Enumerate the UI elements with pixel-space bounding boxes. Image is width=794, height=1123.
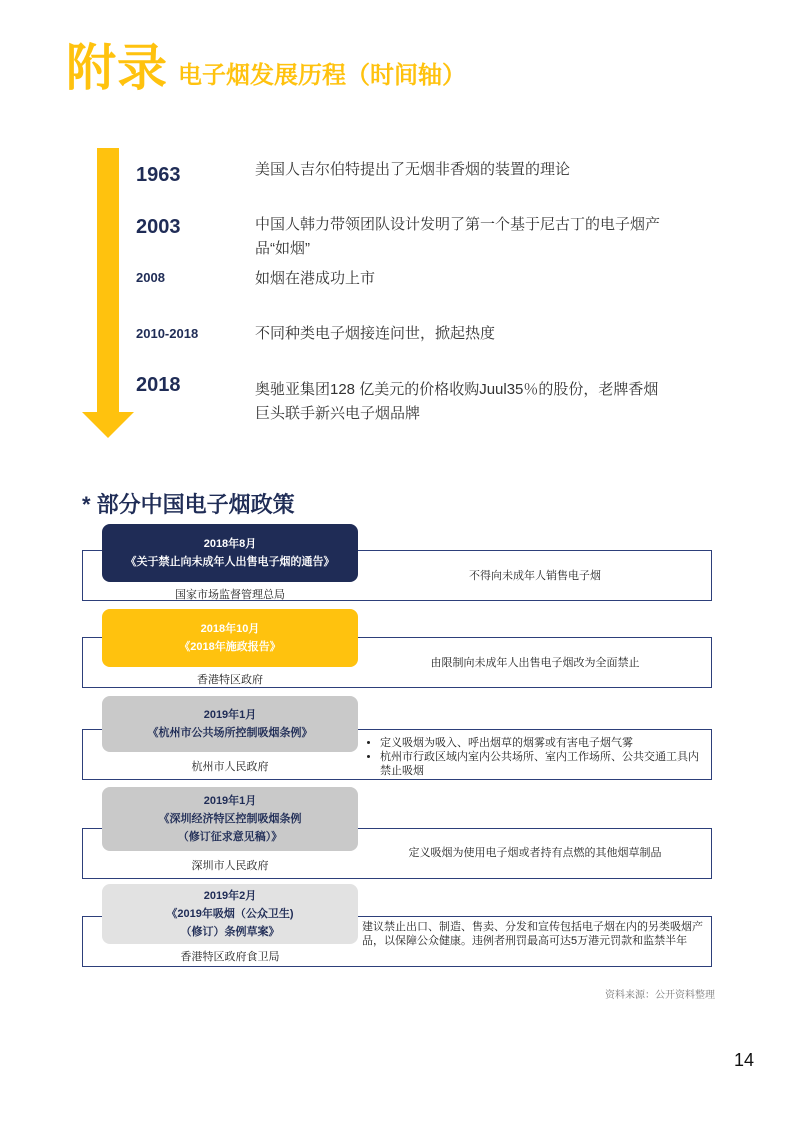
policy-document-title: 《深圳经济特区控制吸烟条例 (158, 813, 302, 825)
policy-date: 2018年10月 (200, 623, 260, 635)
list-item: • 定义吸烟为吸入、呼出烟草的烟雾或有害电子烟气雾 (380, 736, 708, 750)
policy-document-title: 《杭州市公共场所控制吸烟条例》 (147, 727, 313, 739)
page-subtitle: 电子烟发展历程（时间轴） (178, 62, 466, 89)
policy-effect: 定义吸烟为使用电子烟或者持有点燃的其他烟草制品 (408, 847, 662, 859)
page-number: 14 (733, 1050, 754, 1070)
timeline-description: 不同种类电子烟接连问世，掀起热度 (255, 325, 496, 342)
policy-document-title: 《2018年施政报告》 (179, 641, 281, 653)
policy-issuer: 深圳市人民政府 (191, 860, 269, 872)
policy-effect (362, 736, 708, 778)
policy-date: 2019年1月 (203, 795, 257, 807)
timeline-year: 1963 (136, 164, 181, 186)
policy-effect: 不得向未成年人销售电子烟 (469, 570, 601, 582)
section-title: * 部分中国电子烟政策 (82, 492, 295, 517)
policy-date: 2019年1月 (203, 709, 257, 721)
source-note: 资料来源：公开资料整理 (605, 990, 715, 1001)
timeline-year: 2018 (136, 374, 181, 396)
policy-issuer: 香港特区政府 (197, 674, 263, 686)
page-title: 附录 (66, 40, 168, 96)
timeline-arrow-shaft (97, 148, 119, 415)
policy-date: 2018年8月 (203, 538, 257, 550)
policy-document-badge (102, 787, 358, 851)
list-item: • 杭州市行政区域内室内公共场所、室内工作场所、公共交通工具内禁止吸烟 (380, 750, 708, 778)
policy-issuer: 国家市场监督管理总局 (175, 589, 285, 601)
policy-issuer: 杭州市人民政府 (191, 761, 269, 773)
policy-document-badge (102, 524, 358, 582)
policy-effect: 由限制向未成年人出售电子烟改为全面禁止 (430, 657, 640, 669)
policy-document-badge (102, 884, 358, 944)
policy-document-badge (102, 609, 358, 667)
policy-effect: 建议禁止出口、制造、售卖、分发和宣传包括电子烟在内的另类吸烟产品，以保障公众健康。违例者刑罚最高可达5万港元罚款和监禁半年 (362, 921, 703, 947)
policy-issuer: 香港特区政府食卫局 (180, 951, 280, 963)
policy-document-badge (102, 696, 358, 752)
policy-document-title: 《关于禁止向未成年人出售电子烟的通告》 (125, 556, 335, 568)
arrow-down-icon (82, 412, 134, 438)
timeline-year: 2010-2018 (136, 326, 199, 341)
timeline-description: 美国人吉尔伯特提出了无烟非香烟的装置的理论 (255, 161, 571, 178)
timeline-year: 2003 (136, 216, 181, 238)
policy-document-title: 《2019年吸烟（公众卫生) (166, 908, 294, 920)
timeline-description: 如烟在港成功上市 (255, 270, 376, 287)
policy-document-title-line2: （修订征求意见稿）》 (177, 831, 283, 843)
timeline-description: 中国人韩力带领团队设计发明了第一个基于尼古丁的电子烟产品“如烟” (255, 216, 661, 257)
policy-effect-list (362, 736, 708, 778)
policy-document-title-line2: （修订）条例草案》 (180, 926, 280, 938)
timeline-year: 2008 (136, 270, 165, 285)
policy-date: 2019年2月 (203, 890, 257, 902)
timeline-description: 奥驰亚集团128 亿美元的价格收购Juul35％的股份，老牌香烟巨头联手新兴电子烟品牌 (255, 381, 659, 422)
